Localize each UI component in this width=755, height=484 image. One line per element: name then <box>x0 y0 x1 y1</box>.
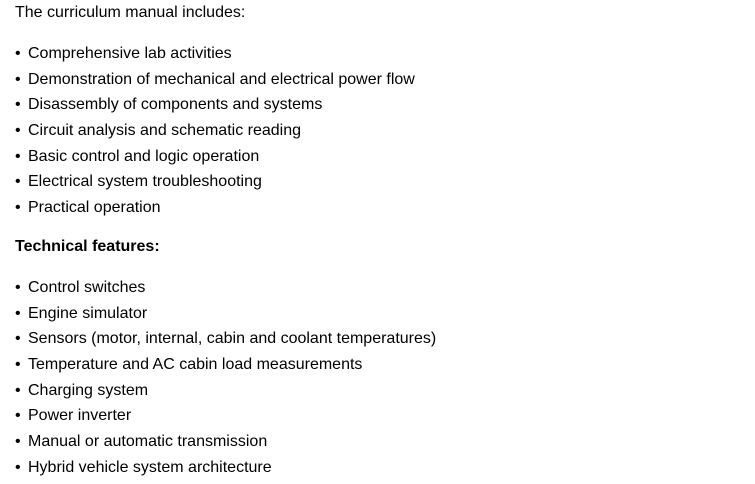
features-list <box>15 275 745 481</box>
bullet-icon: • <box>15 96 21 114</box>
bullet-icon: • <box>15 407 21 425</box>
list-item-text: Comprehensive lab activities <box>28 45 232 62</box>
list-item-text: Sensors (motor, internal, cabin and coolant temperatures) <box>28 330 437 348</box>
list-item <box>15 169 745 195</box>
bullet-icon: • <box>15 458 21 476</box>
list-item-text: Hybrid vehicle system architecture <box>28 458 272 476</box>
document <box>15 0 745 480</box>
list-item-text: Demonstration of mechanical and electrical power flow <box>28 70 415 88</box>
list-item-text: Temperature and AC cabin load measurements <box>28 355 363 373</box>
list-item <box>15 301 745 327</box>
list-item <box>15 326 745 352</box>
bullet-icon: • <box>15 122 21 140</box>
list-item-text: Disassembly of components and systems <box>28 96 323 114</box>
list-item <box>15 92 745 118</box>
list-item <box>15 195 745 221</box>
list-item <box>15 403 745 429</box>
list-item-text: Circuit analysis and schematic reading <box>28 122 302 140</box>
bullet-icon: • <box>15 173 21 191</box>
list-item <box>15 67 745 93</box>
list-item-text: Charging system <box>28 381 149 399</box>
bullet-icon: • <box>15 278 21 296</box>
bullet-icon: • <box>15 381 21 399</box>
bullet-icon: • <box>15 355 21 373</box>
list-item <box>15 144 745 170</box>
intro-text: The curriculum manual includes: <box>15 4 246 21</box>
list-item-text: Manual or automatic transmission <box>28 432 268 450</box>
list-item <box>15 41 745 67</box>
list-item <box>15 352 745 378</box>
bullet-icon: • <box>15 199 21 217</box>
bullet-icon: • <box>15 70 21 88</box>
bullet-icon: • <box>15 45 21 62</box>
bullet-icon: • <box>15 432 21 450</box>
list-item <box>15 275 745 301</box>
list-item-text: Power inverter <box>28 407 132 425</box>
list-item-text: Engine simulator <box>28 304 148 322</box>
list-item <box>15 118 745 144</box>
list-item-text: Practical operation <box>28 199 161 217</box>
list-item-text: Electrical system troubleshooting <box>28 173 262 191</box>
list-item <box>15 429 745 455</box>
bullet-icon: • <box>15 330 21 348</box>
list-item <box>15 378 745 404</box>
list-item-text: Control switches <box>28 278 146 296</box>
bullet-icon: • <box>15 304 21 322</box>
list-item-text: Basic control and logic operation <box>28 147 260 165</box>
curriculum-list <box>15 41 745 221</box>
bullet-icon: • <box>15 147 21 165</box>
list-item <box>15 455 745 481</box>
features-heading: Technical features: <box>15 237 160 255</box>
